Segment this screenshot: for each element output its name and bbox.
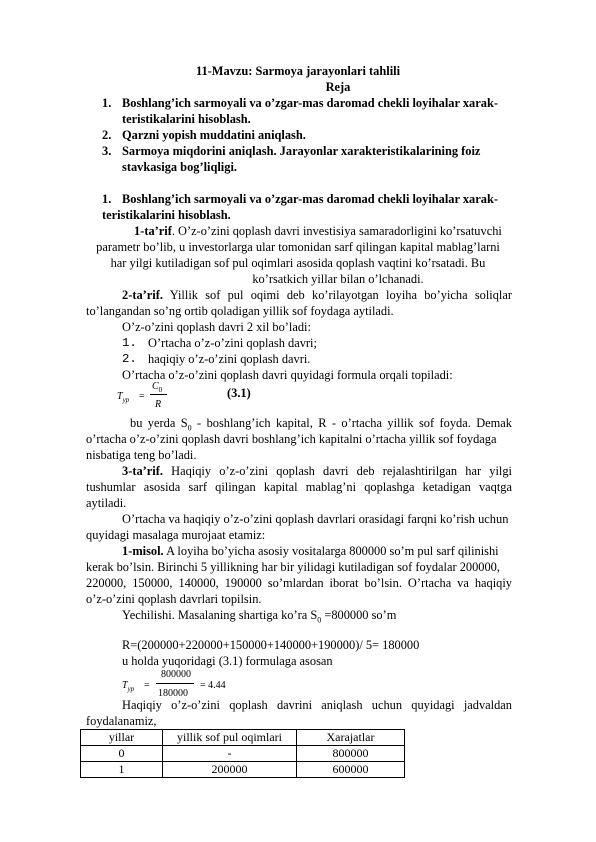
- document-title: 11-Mavzu: Sarmoya jarayonlari tahlili: [195, 64, 401, 78]
- formula-2-numerator: 800000: [161, 669, 191, 680]
- formula-use-line: u holda yuqoridagi (3.1) formulaga asosan: [122, 654, 333, 668]
- table-cell: 200000: [163, 762, 297, 778]
- plan-item-number: 3.: [102, 144, 112, 158]
- table-header-cell: yillar: [81, 730, 163, 746]
- explanation-line-2: o’rtacha o’z-o’zini qoplash davri boshlang’ich kapitalni o’rtacha yillik sof foydaga: [86, 432, 497, 446]
- plan-item-3-line-2: stavkasiga bog’liqligi.: [122, 160, 237, 174]
- type-number: 2.: [122, 352, 137, 366]
- definition-2-line-2: to’langandan so’ng ortib qoladigan yillik sof foydaga aytiladi.: [86, 304, 394, 318]
- formula-numerator: $C_0$: [152, 381, 163, 394]
- section-heading-line-2: teristikalarini hisoblash.: [102, 208, 231, 222]
- table-header-cell: yillik sof pul oqimlari: [163, 730, 297, 746]
- definition-label: 1-ta’rif: [134, 224, 172, 238]
- plan-item-number: 1.: [102, 96, 112, 110]
- table-cell: 0: [81, 746, 163, 762]
- example-line-3: 220000, 150000, 140000, 190000 so’mlardan iborat bo’lsin. O’rtacha va haqiqiy: [86, 576, 512, 590]
- example-line-2: kerak bo’lsin. Birinchi 5 yillikning har bir yilidagi kutiladigan sof foydalar 200000,: [86, 560, 500, 574]
- example-label: 1-misol.: [122, 544, 164, 558]
- solution-line: Yechilishi. Masalaning shartiga ko’ra $S_0 =800000$ so’m: [122, 608, 397, 625]
- example-line-1: 1-misol. A loyiha bo’yicha asosiy vositalarga 800000 so’m pul sarf qilinishi: [122, 544, 499, 558]
- average-profit-calculation: R=(200000+220000+150000+140000+190000)/ 5= 180000: [122, 638, 420, 652]
- section-heading-line-1: Boshlang’ich sarmoyali va o’zgar-mas daromad chekli loyihalar xarak-: [122, 192, 498, 206]
- difference-line-1: O’rtacha va haqiqiy o’z-o’zini qoplash davrlari orasidagi farqni ko’rish uchun: [122, 512, 509, 526]
- table-cell: 600000: [297, 762, 405, 778]
- definition-1-line-3: har yilgi kutiladigan sof pul oqimlari asosida qoplash vaqtini ko’rsatadi. Bu: [110, 256, 486, 270]
- plan-item-1-line-1: Boshlang’ich sarmoyali va o’zgar-mas daromad chekli loyihalar xarak-: [122, 96, 498, 110]
- explanation-line-3: nisbatiga teng bo’ladi.: [86, 448, 197, 462]
- table-row: [81, 746, 405, 762]
- difference-line-2: quyidagi masalaga murojaat etamiz:: [86, 528, 266, 542]
- formula-2-denominator: 180000: [158, 688, 188, 699]
- table-intro-line-2: foydalanamiz,: [86, 714, 157, 728]
- table-intro-line-1: Haqiqiy o’z-o’zini qoplash davrini aniqlash uchun quyidagi jadvaldan: [122, 698, 512, 712]
- plan-heading: Reja: [325, 80, 351, 94]
- formula-lhs: $T_{yp}$: [117, 391, 130, 404]
- table-cell: 800000: [297, 746, 405, 762]
- definition-label: 2-ta’rif.: [122, 288, 163, 302]
- explanation-line-1: bu yerda $S_0$ - boshlang’ich kapital, R - o’rtacha yillik sof foyda. Demak: [130, 416, 513, 433]
- table-cell: 1: [81, 762, 163, 778]
- definition-1-line-2: parametr bo’lib, u investorlarga ular tomonidan sarf qilingan kapital mablag’larni: [96, 240, 500, 254]
- type-1-text: O’rtacha o’z-o’zini qoplash davri;: [148, 336, 317, 350]
- fraction-bar: [150, 394, 167, 395]
- plan-item-1-line-2: teristikalarini hisoblash.: [122, 112, 251, 126]
- formula-intro: O’rtacha o’z-o’zini qoplash davri quyidagi formula orqali topiladi:: [122, 368, 453, 382]
- types-intro: O’z-o’zini qoplash davri 2 xil bo’ladi:: [122, 320, 311, 334]
- definition-3-line-1: [122, 463, 512, 479]
- definition-1-line-1: [134, 223, 502, 239]
- definition-2-line-1: [122, 287, 512, 303]
- formula-2-result: = 4.44: [200, 680, 226, 691]
- plan-item-2-line-1: Qarzni yopish muddatini aniqlash.: [122, 128, 306, 142]
- table-header-cell: Xarajatlar: [297, 730, 405, 746]
- formula-2-lhs: $T_{yp}$: [122, 680, 135, 693]
- definition-text: Haqiqiy o’z-o’zini qoplash davri deb rejalashtirilgan har yilgi: [162, 464, 512, 478]
- definition-3-line-3: aytiladi.: [86, 496, 127, 510]
- definition-text: Yillik sof pul oqimi deb ko’rilayotgan loyiha bo’yicha soliqlar: [162, 288, 512, 302]
- definition-text: . O’z-o’zini qoplash davri investisiya samaradorligini ko’rsatuvchi: [171, 224, 502, 238]
- plan-item-3-line-1: Sarmoya miqdorini aniqlash. Jarayonlar xarakteristikalarining foiz: [122, 144, 481, 158]
- cash-flow-table: [80, 729, 405, 778]
- formula-equals: =: [139, 391, 145, 402]
- type-number: 1.: [122, 336, 137, 350]
- example-line-4: o’z-o’zini qoplash davrlari topilsin.: [86, 592, 262, 606]
- formula-reference: (3.1): [227, 386, 251, 400]
- formula-denominator: R: [155, 399, 162, 410]
- definition-3-line-2: tushumlar asosida sarf qilingan kapital mablag’ni qoplashga ketadigan vaqtga: [86, 480, 512, 494]
- table-cell: -: [163, 746, 297, 762]
- definition-1-line-4: ko’rsatkich yillar bilan o’lchanadi.: [252, 272, 424, 286]
- fraction-bar: [156, 683, 194, 684]
- table-row: [81, 762, 405, 778]
- plan-item-number: 2.: [102, 128, 112, 142]
- table-header-row: [81, 730, 405, 746]
- section-number: 1.: [102, 192, 112, 206]
- definition-label: 3-ta’rif.: [122, 464, 163, 478]
- formula-2-equals: =: [144, 680, 150, 691]
- type-2-text: haqiqiy o’z-o’zini qoplash davri.: [148, 352, 311, 366]
